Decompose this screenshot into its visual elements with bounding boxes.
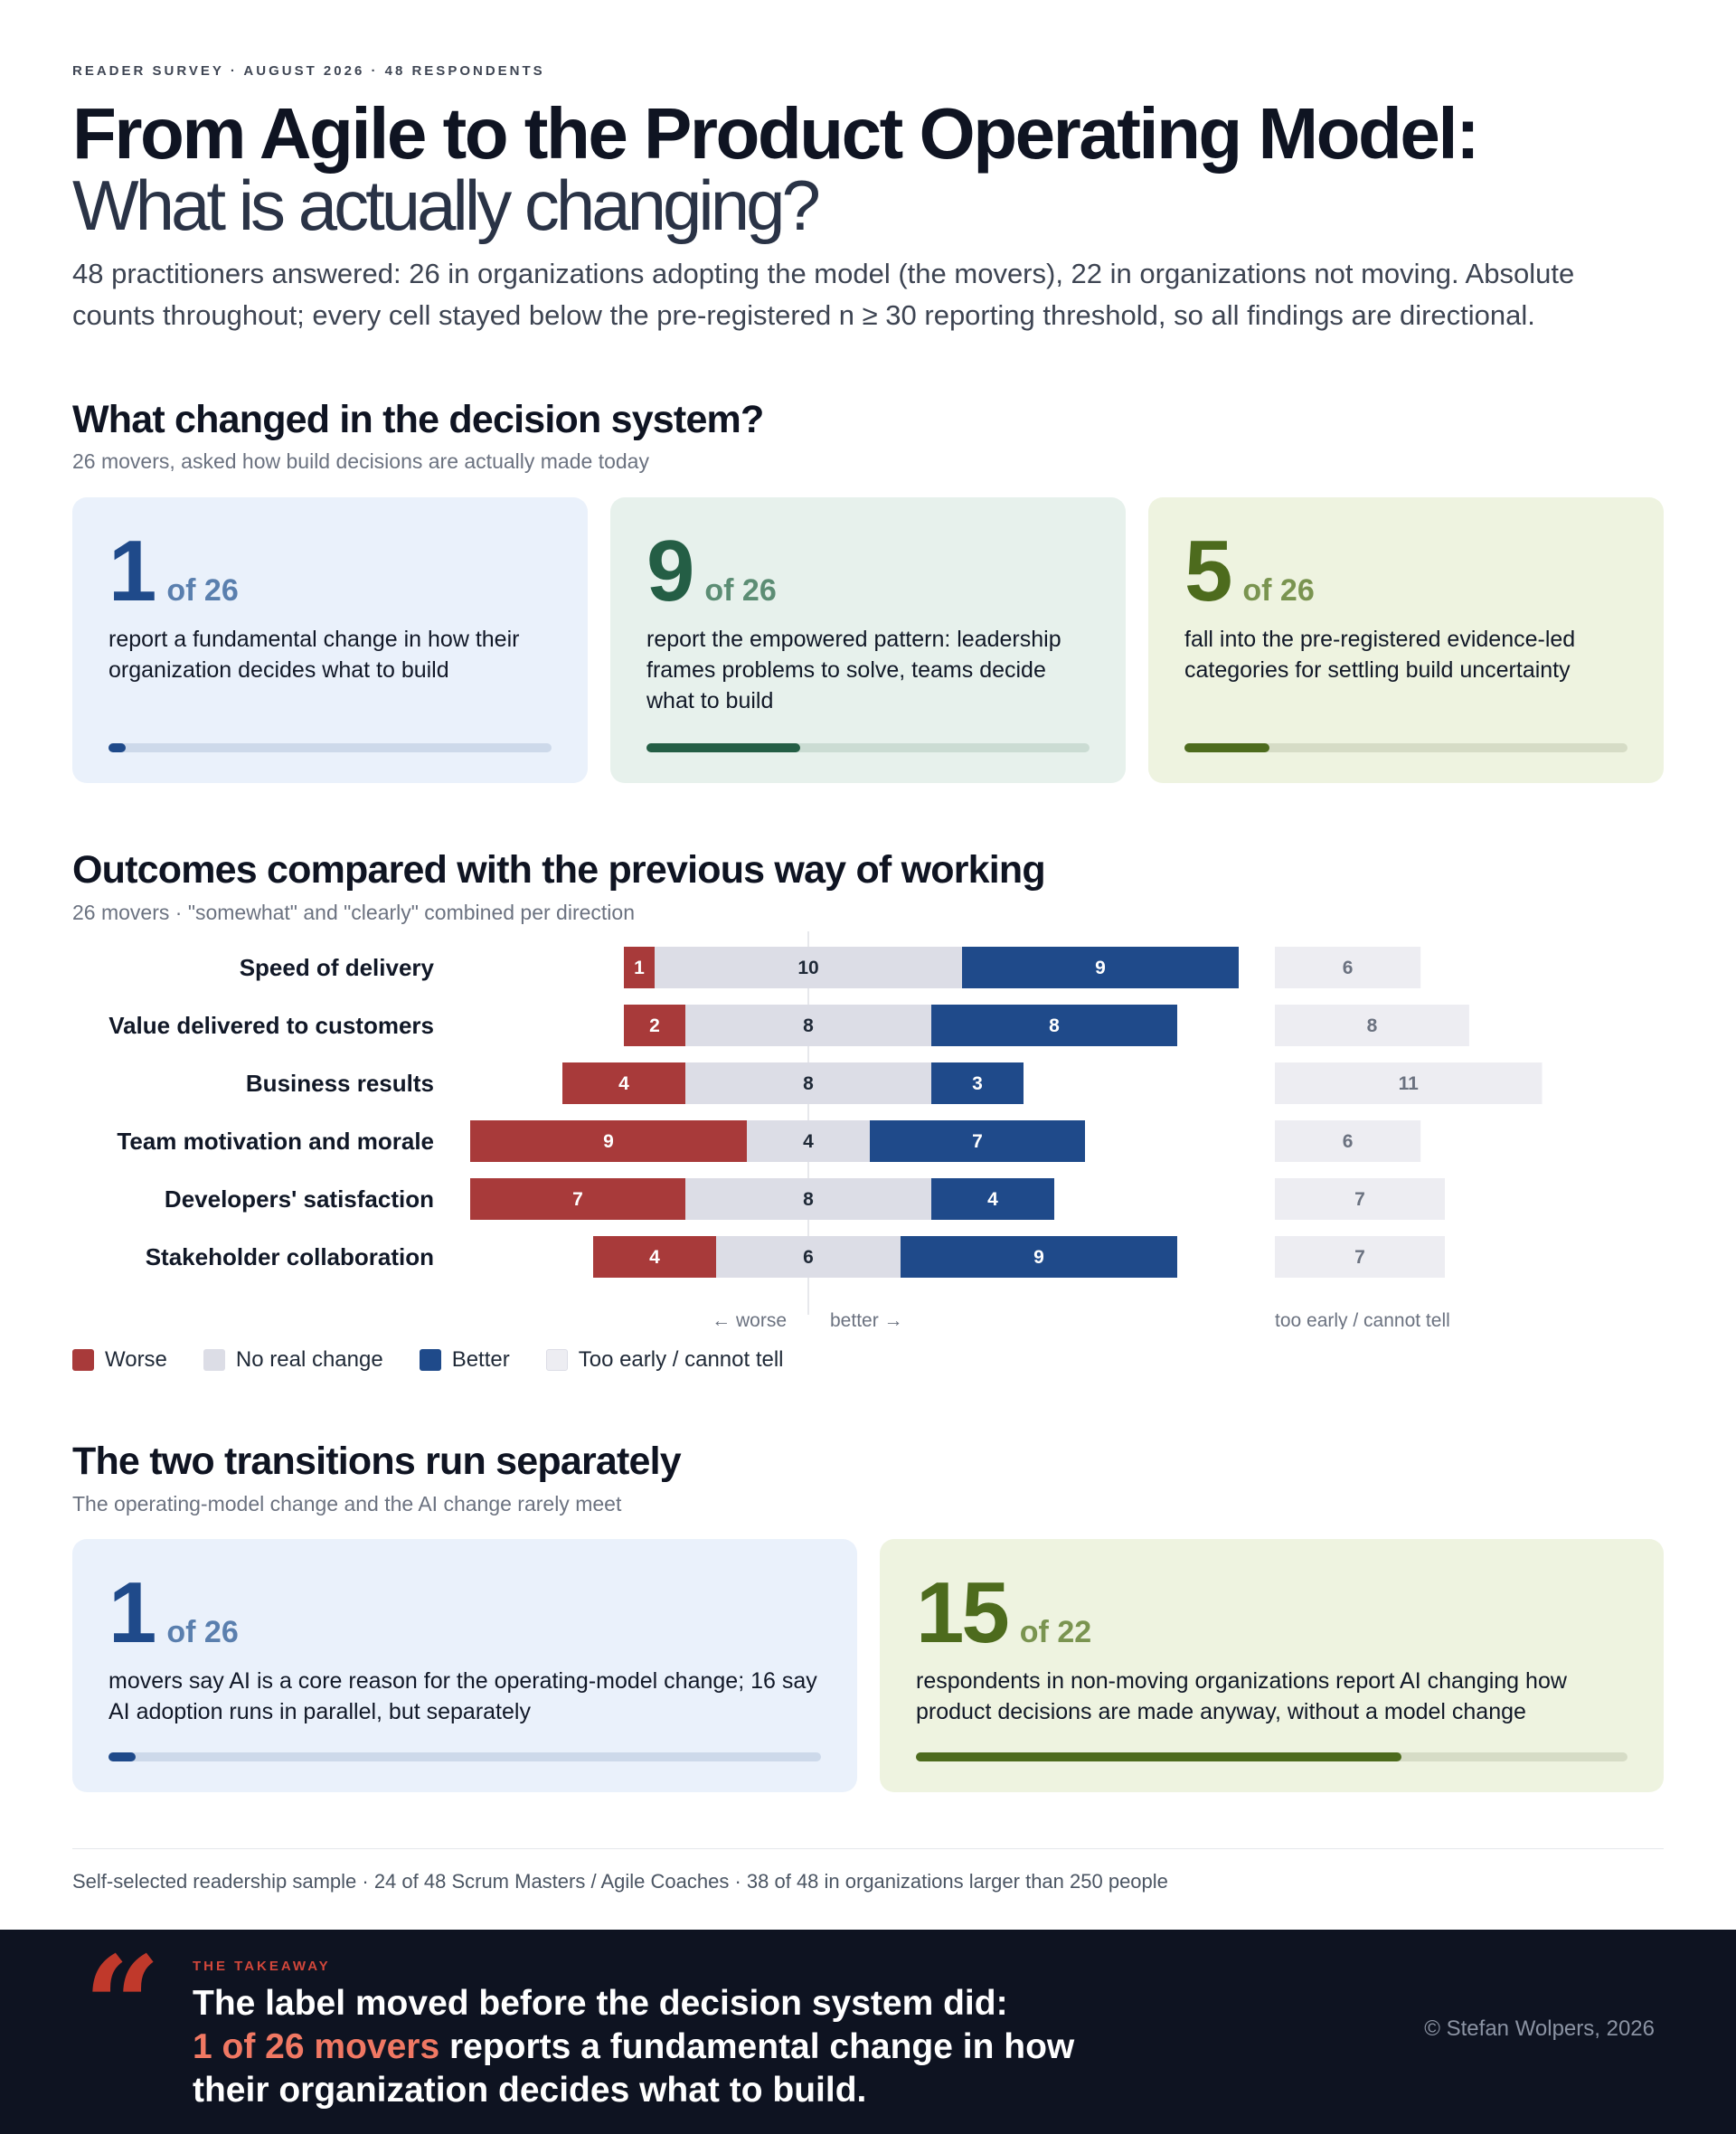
- legend-swatch: [72, 1349, 94, 1371]
- outcomes-section-subheading: 26 movers · "somewhat" and "clearly" combined per direction: [72, 901, 635, 924]
- category-label: Team motivation and morale: [117, 1128, 434, 1155]
- legend-item: [203, 1347, 383, 1373]
- stat-denominator: of 26: [704, 573, 777, 608]
- stat-description: report the empowered pattern: leadership frames problems to solve, teams decide what to build: [646, 627, 1061, 713]
- legend-label: No real change: [235, 1347, 383, 1372]
- axis-label-too-early: too early / cannot tell: [1275, 1310, 1450, 1329]
- value-label-worse: 4: [649, 1247, 660, 1268]
- stat-progress-track: [108, 1752, 821, 1761]
- value-label-no-change: 10: [797, 958, 819, 978]
- legend-label: Better: [451, 1347, 510, 1372]
- value-label-no-change: 6: [803, 1247, 814, 1268]
- decision-section-subheading: 26 movers, asked how build decisions are actually made today: [72, 449, 649, 473]
- value-label-better: 9: [1095, 958, 1106, 978]
- outcomes-section-heading: Outcomes compared with the previous way of working: [72, 848, 1045, 892]
- stat-denominator: of 22: [1019, 1615, 1092, 1649]
- outcomes-diverging-chart: [72, 931, 1664, 1329]
- stat-card: [880, 1539, 1664, 1792]
- stat-figure: [646, 523, 777, 619]
- takeaway-highlight: 1 of 26 movers: [193, 2027, 440, 2066]
- value-label-no-change: 8: [803, 1073, 814, 1094]
- stat-progress-fill: [646, 743, 800, 752]
- legend-swatch: [546, 1349, 568, 1371]
- stat-figure: [108, 523, 239, 619]
- value-label-worse: 2: [649, 1015, 660, 1036]
- stat-progress-fill: [1184, 743, 1269, 752]
- stat-figure: [108, 1564, 239, 1661]
- value-label-too-early: 8: [1366, 1015, 1378, 1036]
- takeaway-rest: reports a fundamental change in how their organization decides what to build.: [193, 2027, 1075, 2110]
- intro-paragraph: 48 practitioners answered: 26 in organizations adopting the model (the movers), 22 in organizations not moving. Absolute counts throughout; every cell stayed below the pre-registered n ≥ 30 reporting threshold, so all findings are directional.: [72, 258, 1575, 331]
- stat-description: movers say AI is a core reason for the operating-model change; 16 say AI adoption runs in parallel, but separately: [108, 1668, 817, 1724]
- takeaway-banner: [0, 1927, 1736, 2134]
- stat-figure: [1184, 523, 1315, 619]
- value-label-no-change: 8: [803, 1015, 814, 1036]
- value-label-too-early: 7: [1354, 1247, 1365, 1268]
- stat-card: [610, 497, 1126, 783]
- legend-swatch: [203, 1349, 225, 1371]
- stat-description: fall into the pre-registered evidence-led categories for settling build uncertainty: [1184, 627, 1576, 683]
- footer-divider: [72, 1848, 1664, 1849]
- chart-legend: [72, 1347, 820, 1373]
- stat-value: 1: [108, 523, 155, 619]
- stat-denominator: of 26: [166, 1615, 239, 1649]
- value-label-better: 7: [972, 1131, 983, 1152]
- category-label: Developers' satisfaction: [164, 1185, 434, 1213]
- page-title: From Agile to the Product Operating Model:: [72, 93, 1478, 174]
- category-label: Business results: [245, 1070, 434, 1097]
- legend-swatch: [420, 1349, 441, 1371]
- stat-progress-track: [108, 743, 552, 752]
- value-label-worse: 4: [618, 1073, 629, 1094]
- sample-footnote: Self-selected readership sample · 24 of 48 Scrum Masters / Agile Coaches · 38 of 48 in organizations larger than 250 people: [72, 1870, 1168, 1893]
- value-label-too-early: 6: [1342, 958, 1354, 978]
- value-label-better: 9: [1033, 1247, 1044, 1268]
- stat-progress-fill: [916, 1752, 1401, 1761]
- transitions-section-heading: The two transitions run separately: [72, 1440, 681, 1483]
- stat-progress-fill: [108, 743, 126, 752]
- axis-label-worse: ← worse: [712, 1310, 787, 1329]
- legend-label: Too early / cannot tell: [578, 1347, 784, 1372]
- decision-section-heading: What changed in the decision system?: [72, 398, 764, 441]
- category-label: Speed of delivery: [239, 954, 434, 981]
- value-label-no-change: 4: [803, 1131, 814, 1152]
- stat-card: [72, 1539, 857, 1792]
- category-label: Value delivered to customers: [108, 1012, 434, 1039]
- category-label: Stakeholder collaboration: [145, 1243, 434, 1270]
- stat-value: 5: [1184, 523, 1231, 619]
- stat-card: [1148, 497, 1664, 783]
- stat-denominator: of 26: [1242, 573, 1315, 608]
- stat-description: report a fundamental change in how their organization decides what to build: [108, 627, 520, 683]
- takeaway-line1: The label moved before the decision system did:: [193, 1984, 1008, 2023]
- value-label-worse: 9: [603, 1131, 614, 1152]
- legend-label: Worse: [105, 1347, 167, 1372]
- legend-item: [546, 1347, 784, 1373]
- legend-item: [420, 1347, 510, 1373]
- takeaway-text: [193, 1982, 1097, 2112]
- copyright-credit: © Stefan Wolpers, 2026: [1424, 2016, 1655, 2041]
- stat-value: 1: [108, 1564, 155, 1661]
- value-label-too-early: 6: [1342, 1131, 1354, 1152]
- stat-card: [72, 497, 588, 783]
- takeaway-label: THE TAKEAWAY: [193, 1959, 331, 1974]
- value-label-worse: 1: [634, 958, 645, 978]
- stat-figure: [916, 1564, 1092, 1661]
- value-label-better: 3: [972, 1073, 983, 1094]
- legend-item: [72, 1347, 167, 1373]
- value-label-better: 8: [1049, 1015, 1060, 1036]
- value-label-too-early: 11: [1398, 1073, 1419, 1094]
- quote-icon: “: [83, 1927, 162, 2086]
- axis-label-better: better →: [830, 1310, 903, 1329]
- stat-value: 15: [916, 1564, 1007, 1661]
- survey-kicker: READER SURVEY · AUGUST 2026 · 48 RESPONDENTS: [72, 63, 545, 79]
- stat-denominator: of 26: [166, 573, 239, 608]
- stat-progress-track: [646, 743, 1090, 752]
- stat-description: respondents in non-moving organizations report AI changing how product decisions are made anyway, without a model change: [916, 1668, 1567, 1724]
- value-label-worse: 7: [572, 1189, 583, 1210]
- transitions-section-subheading: The operating-model change and the AI change rarely meet: [72, 1492, 622, 1516]
- page-subtitle: What is actually changing?: [72, 165, 817, 245]
- stat-progress-track: [1184, 743, 1628, 752]
- value-label-no-change: 8: [803, 1189, 814, 1210]
- stat-progress-track: [916, 1752, 1628, 1761]
- value-label-too-early: 7: [1354, 1189, 1365, 1210]
- stat-value: 9: [646, 523, 693, 619]
- value-label-better: 4: [987, 1189, 998, 1210]
- stat-progress-fill: [108, 1752, 136, 1761]
